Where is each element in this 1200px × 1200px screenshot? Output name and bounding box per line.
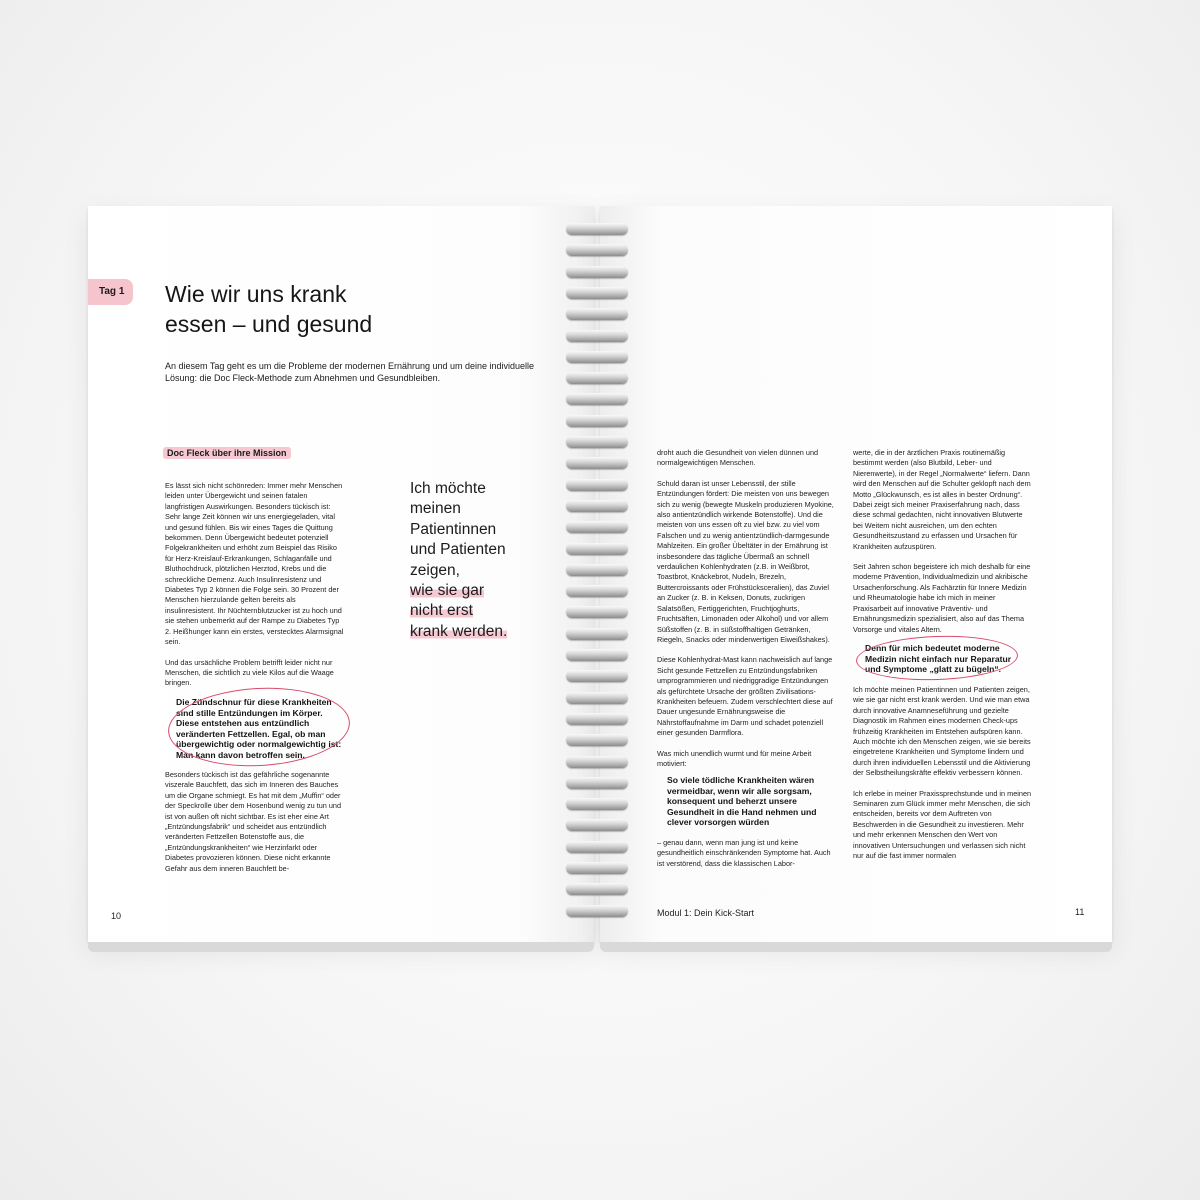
left-column-top [165,481,345,689]
pull-quote-line: Patientinnen [410,520,497,538]
paragraph: Es lässt sich nicht schönreden: Immer mehr Menschen leiden unter Übergewicht und seinen fatalen langfristigen Auswirkungen. Besonders tückisch ist: Sehr lange Zeit können wir uns energiegeladen, vital und gesund fühlen. Bis wir eines Tages die Quittung bekommen. Denn Übergewicht bedeutet potenziell Folgekrankheiten und erhöht zum Beispiel das Risiko für Herz-Kreislauf-Erkrankungen, Schlaganfälle und Bluthochdruck, plötzlichen Herztod, Krebs und die schreckliche Demenz. Auch Insulinresistenz und Diabetes Typ 2 können die Folge sein. 30 Prozent der Menschen hierzulande gelten bereits als insulinresistent. Ihr Nüchternblutzucker ist zu hoch und sie stehen unbemerkt auf der Rampe zu Diabetes Typ 2. Heißhunger kann ein erstes, verstecktes Alarmsignal sein. [165,481,344,647]
spiral-coil-front [566,841,628,853]
intro-text: An diesem Tag geht es um die Probleme der modernen Ernährung und um deine individuelle Lösung: die Doc Fleck-Methode zum Abnehmen und Gesundbleiben. [165,361,535,383]
title-line-1: Wie wir uns krank [165,281,347,307]
spiral-coil-front [566,372,628,384]
spiral-coil-front [566,287,628,299]
spiral-coil [566,777,628,790]
spiral-coil-front [566,415,628,427]
spiral-coil [566,244,628,257]
spiral-coil [566,564,628,577]
spiral-coil [566,457,628,470]
spiral-coil-front [566,756,628,768]
spiral-coil [566,606,628,619]
spiral-coil [566,330,628,343]
spiral-coil [566,351,628,364]
pull-quote-highlight: nicht erst [410,602,473,620]
paragraph: werte, die in der ärztlichen Praxis routinemäßig bestimmt werden (also Blutbild, Leber- und Nierenwerte), in der Regel „Normalwerte“ liefern. Dann wird den Menschen auf die Schulter geklopft nach dem Motto „Glückwunsch, es ist alles in bester Ordnung“. Dabei zeigt sich meiner Praxiserfahrung nach, dass diese schmal gedachten, nicht innovativen Blutwerte bei Weitem nicht ausreichen, um den echten Gesundheitszustand zu erfassen und Ursachen für Krankheiten aufzuspüren. [853,448,1031,551]
spiral-coil [566,393,628,406]
highlighted-quote-right: So viele tödliche Krankheiten wären vermeidbar, wenn wir alle sorgsam, konsequent und beherzt unsere Gesundheit in die Hand nehmen und clever vorsorgen würden [667,775,817,828]
spiral-coil-front [566,543,628,555]
spiral-coil-front [566,500,628,512]
paragraph: Besonders tückisch ist das gefährliche sogenannte viszerale Bauchfett, das sich im Inneren des Bauches um die Organe schmiegt. Es hat mit dem „Muffin“ oder der Speckrolle über dem Hosenbund wenig zu tun und ist von außen oft nicht sichtbar. Es ist eher eine Art „Entzündungsfabrik“ und scheidet aus entzündlich veränderten Fettzellen Botenstoffe aus, die „Entzündungskrankheiten“ wie Herzinfarkt oder Diabetes provozieren können. Diese nicht erkannte Gefahr aus dem inneren Bauchfett be- [165,770,342,873]
spiral-coil-front [566,883,628,895]
spiral-coil [566,883,628,896]
pull-quote-line: meinen [410,500,461,518]
spiral-coil-front [566,244,628,256]
spiral-coil-front [566,606,628,618]
spiral-coil [566,436,628,449]
spiral-coil [566,266,628,279]
paragraph: Was mich unendlich wurmt und für meine Arbeit motiviert: [657,748,812,768]
pull-quote-highlight: wie sie gar [410,582,485,600]
spiral-coil [566,415,628,428]
spiral-coil [566,543,628,556]
spiral-coil [566,372,628,385]
spiral-coil [566,521,628,534]
left-column-bottom [165,770,345,874]
spiral-coil-front [566,905,628,917]
right-page-edge [600,942,1112,952]
spiral-coil [566,713,628,726]
page-number-right: 11 [1075,907,1085,917]
paragraph: Diese Kohlenhydrat-Mast kann nachweislich auf lange Sicht gesunde Fettzellen zu Entzündungsfabriken umprogrammieren und niedriggradige Entzündungen als gefürchtete Ursache der größten Zivilisations-Krankheiten befeuern. Zudem verschlechtert diese auf Dauer ungesunde Ernährungsweise die Nährstoffaufnahme im Darm und schadet potenziell einer gesunden Darmflora. [657,655,833,738]
right-column-2-bottom [853,685,1033,862]
pull-quote-highlight: krank werden. [410,622,508,640]
spiral-coil [566,798,628,811]
spiral-coil [566,308,628,321]
spiral-coil-front [566,393,628,405]
spiral-coil [566,756,628,769]
spiral-coil-front [566,862,628,874]
title-line-2: essen – und gesund [165,311,373,337]
paragraph: Schuld daran ist unser Lebensstil, der stille Entzündungen fördert: Die meisten von uns bewegen sich zu wenig (bewegte Muskeln produzieren Myokine, also antientzündlich wirkende Botenstoffe). Und die meisten von uns essen oft zu viel bzw. zu viel vom Falschen und zu wenig antientzündlich-darmgesunde Mahlzeiten. Ein großer Übeltäter in der Ernährung ist insbesondere das tägliche Übermaß an schnell verdaulichen Kohlenhydraten (z.B. in Weißbrot, Toastbrot, Knäckebrot, Nudeln, Brezeln, Buttercroissants oder Frühstücksceralien), das Zuviel an Zucker (z. B. in Keksen, Donuts, zuckrigen Salatsößen, Fertiggerichten, Fruchtjoghurts, Fruchtsäften, Limonaden oder Alkohol) und vor allem Süßstoffen (z. B. in süßstoffhaltigen Getränken, Riegeln, Snacks oder minderwertigen Eiweißshakes). [657,478,834,644]
spiral-coil-front [566,223,628,235]
paragraph: – genau dann, wenn man jung ist und keine gesundheitlich einschränkenden Symptome hat. Auch ist verstörend, dass die klassischen Labor- [657,838,831,868]
spiral-coil-front [566,649,628,661]
spiral-coil-front [566,628,628,640]
spiral-coil-front [566,351,628,363]
left-page-edge [88,942,594,952]
spiral-coil [566,670,628,683]
section-heading: Doc Fleck über ihre Mission [163,447,291,459]
spiral-coil [566,628,628,641]
spiral-coil [566,734,628,747]
paragraph: droht auch die Gesundheit von vielen dünnen und normalgewichtigen Menschen. [657,448,819,468]
spiral-coil-front [566,521,628,533]
pull-quote [410,479,507,642]
spiral-coil [566,841,628,854]
spiral-coil [566,649,628,662]
spiral-coil [566,692,628,705]
right-column-1-top [657,448,837,769]
pull-quote-line: zeigen, [410,561,460,579]
paragraph: Und das ursächliche Problem betrifft leider nicht nur Menschen, die sichtlich zu viele Kilos auf die Waage bringen. [165,657,334,688]
spiral-coil-front [566,692,628,704]
spiral-coil [566,479,628,492]
page-number-left: 10 [111,911,122,921]
paragraph: Seit Jahren schon begeistere ich mich deshalb für eine moderne Prävention, Individualmedizin und akribische Ursachenforschung. Als Fachärztin für Innere Medizin und Rheumatologie habe ich mich in meiner Praxisarbeit auf innovative Präventiv- und Ernährungsmedizin spezialisiert, also auf das Thema Vorsorge und vitales Altern. [853,562,1031,634]
spiral-coil [566,905,628,918]
pull-quote-line: und Patienten [410,541,506,559]
right-column-2-top [853,448,1033,635]
spiral-coil [566,500,628,513]
page-title [165,279,372,339]
day-tag: Tag 1 [88,279,133,305]
module-footer: Modul 1: Dein Kick-Start [657,908,755,918]
spiral-coil-front [566,479,628,491]
spiral-coil [566,223,628,236]
highlighted-quote-left: Die Zündschnur für diese Krankheiten sind stille Entzündungen im Körper. Diese entstehen aus entzündlich veränderten Fettzellen. Egal, ob man übergewichtig oder normalgewichtig ist: Man kann davon betroffen sein. [176,697,342,760]
spiral-coil-front [566,266,628,278]
spiral-coil-front [566,457,628,469]
spiral-coil-front [566,713,628,725]
spiral-coil-front [566,436,628,448]
spiral-coil-front [566,819,628,831]
spiral-coil [566,287,628,300]
spiral-coil [566,819,628,832]
highlighted-quote-right-2: Denn für mich bedeutet moderne Medizin nicht einfach nur Reparatur und Symptome „glatt zu bügeln“. [865,643,1012,675]
right-column-1-bottom [657,838,837,869]
spiral-coil-front [566,734,628,746]
spiral-coil-front [566,798,628,810]
spiral-coil [566,585,628,598]
spiral-coil-front [566,564,628,576]
spiral-coil-front [566,777,628,789]
spiral-coil-front [566,308,628,320]
spiral-coil-front [566,670,628,682]
paragraph: Ich erlebe in meiner Praxissprechstunde und in meinen Seminaren zum Glück immer mehr Menschen, die sich entscheiden, bereits vor dem Auftreten von Beschwerden in die Gesundheit zu investieren. Mehr und mehr erkennen Menschen den Wert von innovativen Untersuchungen und verlassen sich nicht nur auf die fast immer normalen [853,788,1032,861]
spiral-coil [566,862,628,875]
spiral-coil-front [566,330,628,342]
pull-quote-line: Ich möchte [410,480,486,497]
paragraph: Ich möchte meinen Patientinnen und Patienten zeigen, wie sie gar nicht erst krank werden. Und wie man etwa durch innovative Anamneseführung und gezielte Diagnostik im Rahmen eines modernen Check-ups frühzeitig Krankheiten im Entstehen aufspüren kann. Auch möchte ich den Menschen zeigen, wie sie bereits eingetretene Krankheiten und Symptome lindern und durch ihren individuellen Lebensstil und die Aktivierung der Selbstheilungskräfte effektiv verbessern können. [853,685,1031,778]
spiral-coil-front [566,585,628,597]
